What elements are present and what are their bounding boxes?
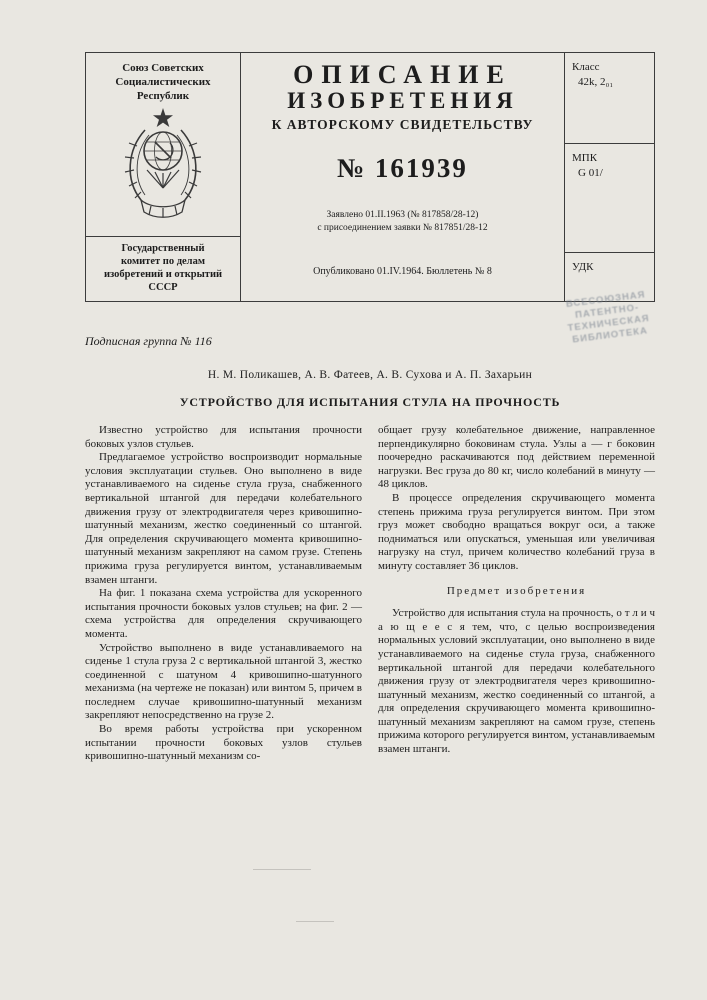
issuer-cell: [86, 53, 241, 301]
soviet-emblem: [107, 106, 219, 231]
doc-type-line2: ИЗОБРЕТЕНИЯ: [287, 88, 518, 113]
filed-line: Заявлено 01.II.1963 (№ 817858/28-12): [326, 210, 479, 220]
claim-paragraph: Устройство для испытания стула на прочность, о т л и ч а ю щ е е с я тем, что, с целью воспроизведения нормальных условий эксплуатации, оно выполнено в виде устанавливаемого на сиденье стула груза, снабженного вертикальной штангой для передачи колебательного движения грузу от электродвигателя через кривошипно-шатунный механизм, жестко соединенный со штангой, а для определения скручивающего момента кривошипно-шатунный механизм закрепляют на самом грузе, степень прижима которого регулируется винтом, устанавливаемым взамен штанги.: [378, 607, 655, 756]
scan-artifact: [296, 921, 334, 922]
authors-line: Н. М. Поликашев, А. В. Фатеев, А. В. Сухова и А. П. Захарьин: [207, 369, 533, 381]
left-column: [85, 424, 362, 764]
classification-cell: [565, 53, 654, 301]
library-stamp: ВСЕСОЮЗНАЯ ПАТЕНТНО-ТЕХНИЧЕСКАЯ БИБЛИОТЕКА: [565, 289, 651, 346]
right-column: [378, 424, 655, 764]
udk-label: УДК: [572, 261, 594, 273]
scan-artifact: [253, 869, 311, 870]
patent-number: № 161939: [337, 153, 468, 183]
paragraph: Устройство выполнено в виде устанавливаемого на сиденье 1 стула груза 2 с вертикальной штангой 3, жестко соединенной с шатуном 4 кривошипно-шатунного механизма (на чертеже не показан) или винтом 5, причем в последнем случае кривошипно-шатунный механизм закрепляют непосредственно на грузе 2.: [85, 641, 362, 722]
issuer-country-name: Союз Советских Социалистических Республик: [115, 62, 211, 102]
mpk-row: [565, 144, 654, 253]
paragraph: На фиг. 1 показана схема устройства для ускоренного испытания прочности боковых узлов стульев; на фиг. 2 — схема устройства для определения скручивающего момента.: [85, 587, 362, 640]
body-text: [85, 424, 655, 764]
subscription-group: Подписная группа № 116: [85, 334, 212, 348]
class-value: 42k, 2₀₁: [578, 76, 614, 88]
paragraph: Предлагаемое устройство воспроизводит нормальные условия эксплуатации стульев. Оно выполнено в виде устанавливаемого на сиденье стула груза, снабженного вертикальной штангой для передачи колебательного движения грузу от электродвигателя через кривошипно-шатунный механизм, жестко соединенный со штангой. Для определения скручивающего момента кривошипно-шатунный механизм закрепляют на самом грузе. Степень прижима груза регулируется винтом, устанавливаемым взамен штанги.: [85, 451, 362, 586]
subject-heading: Предмет изобретения: [446, 584, 587, 597]
joined-application-line: с присоединением заявки № 817851/28-12: [317, 223, 488, 233]
issuer-committee: Государственный комитет по делам изобретений и открытий СССР: [86, 236, 240, 301]
mpk-label: МПК: [572, 152, 598, 164]
paragraph: Во время работы устройства при ускоренном испытании прочности боковых узлов стульев кривошипно-шатунный механизм со-: [85, 723, 362, 763]
published-line: Опубликовано 01.IV.1964. Бюллетень № 8: [313, 266, 492, 277]
doc-type-line3: К АВТОРСКОМУ СВИДЕТЕЛЬСТВУ: [271, 117, 534, 132]
class-row: [565, 53, 654, 144]
paragraph: В процессе определения скручивающего момента степень прижима груза регулируется винтом. При этом груз может свободно вращаться вокруг оси, а также подниматься или опускаться, уменьшая или увеличивая нагрузку на стул, причем количество колебаний груза в минуту составляет 36 циклов.: [378, 491, 655, 572]
paragraph: общает грузу колебательное движение, направленное перпендикулярно боковинам стула. Узлы а — г боковин поочередно раскачиваются под действием переменной нагрузки. Вес груза до 80 кг, число колебаний в минуту — 48 циклов.: [378, 424, 655, 491]
invention-title: УСТРОЙСТВО ДЛЯ ИСПЫТАНИЯ СТУЛА НА ПРОЧНОСТЬ: [179, 395, 561, 409]
title-cell: [241, 53, 565, 301]
mpk-value: G 01/: [578, 167, 603, 179]
doc-type-line1: ОПИСАНИЕ: [293, 60, 512, 89]
header-table: [85, 52, 655, 302]
class-label: Класс: [572, 61, 600, 73]
paragraph: Известно устройство для испытания прочности боковых узлов стульев.: [85, 424, 362, 450]
